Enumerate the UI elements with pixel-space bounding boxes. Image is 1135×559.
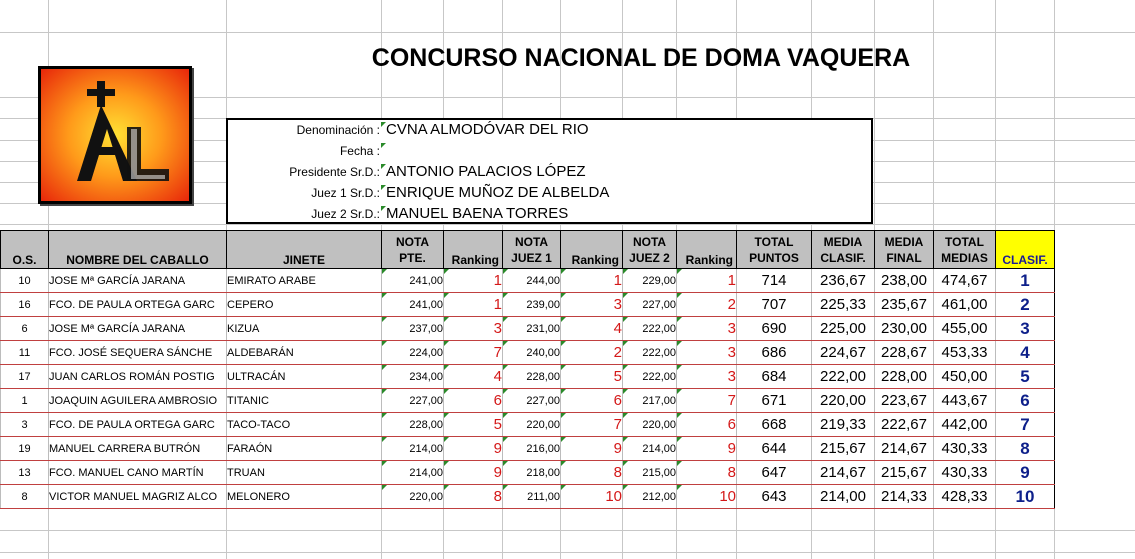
media-clasif-cell[interactable]: 215,67: [812, 437, 875, 461]
nota-juez1-cell[interactable]: 231,00: [503, 317, 561, 341]
header-nota-pte[interactable]: NOTA PTE.: [382, 231, 444, 269]
header-total-puntos[interactable]: TOTAL PUNTOS: [737, 231, 812, 269]
denominacion-value[interactable]: CVNA ALMODÓVAR DEL RIO: [386, 121, 589, 138]
media-final-cell[interactable]: 222,67: [875, 413, 934, 437]
nota-juez1-cell[interactable]: 218,00: [503, 461, 561, 485]
ranking-juez1-cell[interactable]: 6: [561, 389, 623, 413]
total-puntos-cell[interactable]: 684: [737, 365, 812, 389]
ranking-juez1-cell[interactable]: 10: [561, 485, 623, 509]
total-puntos-cell[interactable]: 707: [737, 293, 812, 317]
media-final-cell[interactable]: 215,67: [875, 461, 934, 485]
caballo-cell[interactable]: FCO. MANUEL CANO MARTÍN: [49, 461, 227, 485]
media-final-cell[interactable]: 228,67: [875, 341, 934, 365]
table-row: [1, 269, 1055, 293]
comment-marker-icon: [381, 143, 386, 148]
nota-pte-cell[interactable]: 227,00: [382, 389, 444, 413]
ranking-juez2-cell[interactable]: 7: [677, 389, 737, 413]
table-row: [1, 389, 1055, 413]
ranking-juez1-cell[interactable]: 5: [561, 365, 623, 389]
header-jinete[interactable]: JINETE: [227, 231, 382, 269]
header-ranking-juez1[interactable]: Ranking: [561, 231, 623, 269]
ranking-pte-cell[interactable]: 7: [444, 341, 503, 365]
media-clasif-cell[interactable]: 219,33: [812, 413, 875, 437]
table-row: [1, 365, 1055, 389]
competition-info-panel: [226, 118, 873, 224]
media-final-cell[interactable]: 230,00: [875, 317, 934, 341]
total-puntos-cell[interactable]: 643: [737, 485, 812, 509]
nota-juez1-cell[interactable]: 240,00: [503, 341, 561, 365]
ranking-pte-cell[interactable]: 9: [444, 461, 503, 485]
ranking-pte-cell[interactable]: 9: [444, 437, 503, 461]
ranking-pte-cell[interactable]: 6: [444, 389, 503, 413]
media-final-cell[interactable]: 223,67: [875, 389, 934, 413]
media-clasif-cell[interactable]: 214,00: [812, 485, 875, 509]
nota-juez1-cell[interactable]: 228,00: [503, 365, 561, 389]
header-nota-juez2[interactable]: NOTA JUEZ 2: [623, 231, 677, 269]
media-final-cell[interactable]: 214,67: [875, 437, 934, 461]
nota-juez1-cell[interactable]: 216,00: [503, 437, 561, 461]
ranking-juez2-cell[interactable]: 8: [677, 461, 737, 485]
os-cell[interactable]: 13: [1, 461, 49, 485]
header-media-final[interactable]: MEDIA FINAL: [875, 231, 934, 269]
media-final-cell[interactable]: 238,00: [875, 269, 934, 293]
juez1-value[interactable]: ENRIQUE MUÑOZ DE ALBELDA: [386, 184, 610, 201]
clasif-cell[interactable]: 10: [996, 485, 1055, 509]
os-cell[interactable]: 3: [1, 413, 49, 437]
nota-pte-cell[interactable]: 214,00: [382, 437, 444, 461]
clasif-cell[interactable]: 3: [996, 317, 1055, 341]
ranking-juez2-cell[interactable]: 9: [677, 437, 737, 461]
header-row: [1, 231, 1055, 269]
total-puntos-cell[interactable]: 686: [737, 341, 812, 365]
ranking-juez2-cell[interactable]: 2: [677, 293, 737, 317]
clasif-cell[interactable]: 2: [996, 293, 1055, 317]
nota-pte-cell[interactable]: 224,00: [382, 341, 444, 365]
ranking-pte-cell[interactable]: 5: [444, 413, 503, 437]
jinete-cell[interactable]: EMIRATO ARABE: [227, 269, 382, 293]
nota-juez1-cell[interactable]: 244,00: [503, 269, 561, 293]
total-puntos-cell[interactable]: 668: [737, 413, 812, 437]
clasif-cell[interactable]: 7: [996, 413, 1055, 437]
table-row: [1, 341, 1055, 365]
clasif-cell[interactable]: 8: [996, 437, 1055, 461]
nota-juez2-cell[interactable]: 220,00: [623, 413, 677, 437]
table-row: [1, 293, 1055, 317]
nota-juez1-cell[interactable]: 239,00: [503, 293, 561, 317]
media-clasif-cell[interactable]: 220,00: [812, 389, 875, 413]
jinete-cell[interactable]: ALDEBARÁN: [227, 341, 382, 365]
nota-pte-cell[interactable]: 237,00: [382, 317, 444, 341]
total-medias-cell[interactable]: 474,67: [934, 269, 996, 293]
presidente-label: Presidente Sr.D.:: [289, 165, 380, 179]
ranking-juez2-cell[interactable]: 3: [677, 317, 737, 341]
caballo-cell[interactable]: JUAN CARLOS ROMÁN POSTIG: [49, 365, 227, 389]
header-ranking-juez2[interactable]: Ranking: [677, 231, 737, 269]
jinete-cell[interactable]: TITANIC: [227, 389, 382, 413]
nota-juez2-cell[interactable]: 212,00: [623, 485, 677, 509]
jinete-cell[interactable]: CEPERO: [227, 293, 382, 317]
os-cell[interactable]: 11: [1, 341, 49, 365]
media-final-cell[interactable]: 214,33: [875, 485, 934, 509]
ranking-pte-cell[interactable]: 4: [444, 365, 503, 389]
juez2-value[interactable]: MANUEL BAENA TORRES: [386, 205, 569, 222]
media-clasif-cell[interactable]: 225,33: [812, 293, 875, 317]
nota-pte-cell[interactable]: 234,00: [382, 365, 444, 389]
clasif-cell[interactable]: 6: [996, 389, 1055, 413]
table-row: [1, 461, 1055, 485]
total-medias-cell[interactable]: 428,33: [934, 485, 996, 509]
cross-logo-icon: [38, 66, 192, 204]
ranking-juez1-cell[interactable]: 3: [561, 293, 623, 317]
caballo-cell[interactable]: JOSE Mª GARCÍA JARANA: [49, 317, 227, 341]
nota-juez2-cell[interactable]: 215,00: [623, 461, 677, 485]
ranking-juez1-cell[interactable]: 7: [561, 413, 623, 437]
media-clasif-cell[interactable]: 225,00: [812, 317, 875, 341]
ranking-pte-cell[interactable]: 1: [444, 293, 503, 317]
total-medias-cell[interactable]: 455,00: [934, 317, 996, 341]
caballo-cell[interactable]: FCO. DE PAULA ORTEGA GARC: [49, 293, 227, 317]
os-cell[interactable]: 10: [1, 269, 49, 293]
clasif-cell[interactable]: 5: [996, 365, 1055, 389]
ranking-juez2-cell[interactable]: 1: [677, 269, 737, 293]
nota-juez2-cell[interactable]: 222,00: [623, 365, 677, 389]
caballo-cell[interactable]: JOSE Mª GARCÍA JARANA: [49, 269, 227, 293]
ranking-pte-cell[interactable]: 8: [444, 485, 503, 509]
ranking-pte-cell[interactable]: 3: [444, 317, 503, 341]
table-row: [1, 317, 1055, 341]
header-media-clasif[interactable]: MEDIA CLASIF.: [812, 231, 875, 269]
caballo-cell[interactable]: JOAQUIN AGUILERA AMBROSIO: [49, 389, 227, 413]
ranking-juez1-cell[interactable]: 8: [561, 461, 623, 485]
fecha-label: Fecha :: [339, 144, 380, 158]
nota-juez2-cell[interactable]: 229,00: [623, 269, 677, 293]
total-medias-cell[interactable]: 443,67: [934, 389, 996, 413]
total-puntos-cell[interactable]: 671: [737, 389, 812, 413]
header-caballo[interactable]: NOMBRE DEL CABALLO: [49, 231, 227, 269]
table-row: [1, 437, 1055, 461]
results-table: [0, 230, 1055, 509]
header-ranking-pte[interactable]: Ranking: [444, 231, 503, 269]
jinete-cell[interactable]: ULTRACÁN: [227, 365, 382, 389]
table-row: [1, 413, 1055, 437]
nota-juez1-cell[interactable]: 227,00: [503, 389, 561, 413]
header-nota-juez1[interactable]: NOTA JUEZ 1: [503, 231, 561, 269]
media-clasif-cell[interactable]: 222,00: [812, 365, 875, 389]
table-row: [1, 485, 1055, 509]
jinete-cell[interactable]: FARAÓN: [227, 437, 382, 461]
os-cell[interactable]: 8: [1, 485, 49, 509]
caballo-cell[interactable]: FCO. DE PAULA ORTEGA GARC: [49, 413, 227, 437]
ranking-juez2-cell[interactable]: 10: [677, 485, 737, 509]
clasif-cell[interactable]: 1: [996, 269, 1055, 293]
nota-juez2-cell[interactable]: 222,00: [623, 341, 677, 365]
ranking-juez1-cell[interactable]: 4: [561, 317, 623, 341]
os-cell[interactable]: 16: [1, 293, 49, 317]
nota-pte-cell[interactable]: 220,00: [382, 485, 444, 509]
nota-juez2-cell[interactable]: 217,00: [623, 389, 677, 413]
jinete-cell[interactable]: TRUAN: [227, 461, 382, 485]
jinete-cell[interactable]: KIZUA: [227, 317, 382, 341]
juez1-label: Juez 1 Sr.D.:: [311, 186, 380, 200]
total-medias-cell[interactable]: 450,00: [934, 365, 996, 389]
total-medias-cell[interactable]: 442,00: [934, 413, 996, 437]
os-cell[interactable]: 19: [1, 437, 49, 461]
nota-pte-cell[interactable]: 228,00: [382, 413, 444, 437]
media-clasif-cell[interactable]: 224,67: [812, 341, 875, 365]
os-cell[interactable]: 1: [1, 389, 49, 413]
media-final-cell[interactable]: 228,00: [875, 365, 934, 389]
presidente-value[interactable]: ANTONIO PALACIOS LÓPEZ: [386, 163, 586, 180]
caballo-cell[interactable]: FCO. JOSÉ SEQUERA SÁNCHE: [49, 341, 227, 365]
jinete-cell[interactable]: MELONERO: [227, 485, 382, 509]
ranking-juez2-cell[interactable]: 6: [677, 413, 737, 437]
ranking-juez1-cell[interactable]: 1: [561, 269, 623, 293]
nota-pte-cell[interactable]: 214,00: [382, 461, 444, 485]
total-medias-cell[interactable]: 461,00: [934, 293, 996, 317]
ranking-juez2-cell[interactable]: 3: [677, 341, 737, 365]
clasif-cell[interactable]: 9: [996, 461, 1055, 485]
total-medias-cell[interactable]: 430,33: [934, 437, 996, 461]
nota-pte-cell[interactable]: 241,00: [382, 293, 444, 317]
total-puntos-cell[interactable]: 647: [737, 461, 812, 485]
nota-juez2-cell[interactable]: 222,00: [623, 317, 677, 341]
total-medias-cell[interactable]: 453,33: [934, 341, 996, 365]
nota-juez2-cell[interactable]: 227,00: [623, 293, 677, 317]
ranking-juez2-cell[interactable]: 3: [677, 365, 737, 389]
clasif-cell[interactable]: 4: [996, 341, 1055, 365]
total-puntos-cell[interactable]: 714: [737, 269, 812, 293]
denominacion-label: Denominación :: [296, 123, 380, 137]
nota-juez1-cell[interactable]: 220,00: [503, 413, 561, 437]
media-clasif-cell[interactable]: 214,67: [812, 461, 875, 485]
nota-pte-cell[interactable]: 241,00: [382, 269, 444, 293]
total-puntos-cell[interactable]: 690: [737, 317, 812, 341]
ranking-pte-cell[interactable]: 1: [444, 269, 503, 293]
header-os[interactable]: O.S.: [1, 231, 49, 269]
nota-juez2-cell[interactable]: 214,00: [623, 437, 677, 461]
caballo-cell[interactable]: VICTOR MANUEL MAGRIZ ALCO: [49, 485, 227, 509]
header-total-medias[interactable]: TOTAL MEDIAS: [934, 231, 996, 269]
ranking-juez1-cell[interactable]: 9: [561, 437, 623, 461]
media-final-cell[interactable]: 235,67: [875, 293, 934, 317]
os-cell[interactable]: 17: [1, 365, 49, 389]
jinete-cell[interactable]: TACO-TACO: [227, 413, 382, 437]
os-cell[interactable]: 6: [1, 317, 49, 341]
nota-juez1-cell[interactable]: 211,00: [503, 485, 561, 509]
ranking-juez1-cell[interactable]: 2: [561, 341, 623, 365]
page-title: CONCURSO NACIONAL DE DOMA VAQUERA: [371, 44, 911, 72]
caballo-cell[interactable]: MANUEL CARRERA BUTRÓN: [49, 437, 227, 461]
header-clasif[interactable]: CLASIF.: [996, 231, 1055, 269]
juez2-label: Juez 2 Sr.D.:: [311, 207, 380, 221]
total-puntos-cell[interactable]: 644: [737, 437, 812, 461]
total-medias-cell[interactable]: 430,33: [934, 461, 996, 485]
media-clasif-cell[interactable]: 236,67: [812, 269, 875, 293]
